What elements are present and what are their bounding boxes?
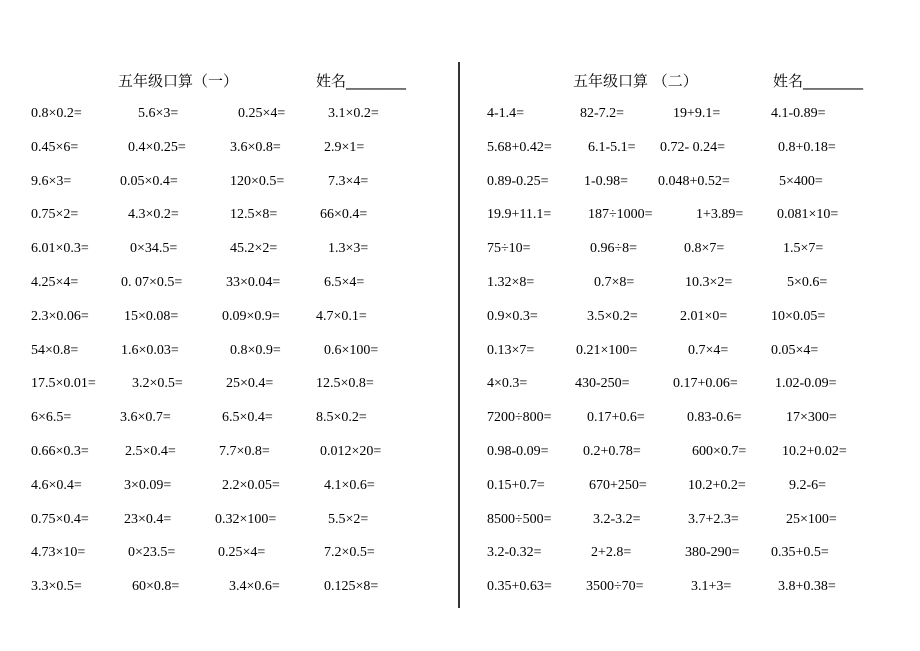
problem-item: 23×0.4=	[124, 512, 172, 527]
name-field-label: 姓名________	[773, 72, 864, 90]
problem-item: 33×0.04=	[226, 275, 281, 290]
problem-item: 4.6×0.4=	[31, 478, 82, 493]
problem-item: 3.4×0.6=	[229, 579, 280, 594]
problem-item: 0.21×100=	[576, 343, 638, 358]
problem-item: 0.2+0.78=	[583, 444, 641, 459]
problem-item: 2.5×0.4=	[125, 444, 176, 459]
problem-item: 0.89-0.25=	[487, 174, 549, 189]
problem-item: 17×300=	[786, 410, 837, 425]
problem-item: 3500÷70=	[586, 579, 644, 594]
problem-item: 0.17+0.6=	[587, 410, 645, 425]
problem-item: 0.09×0.9=	[222, 309, 280, 324]
problem-item: 5×400=	[779, 174, 823, 189]
problem-item: 4.25×4=	[31, 275, 79, 290]
problem-item: 0.32×100=	[215, 512, 277, 527]
problem-item: 10.3×2=	[685, 275, 733, 290]
problem-item: 3.2-0.32=	[487, 545, 542, 560]
problem-item: 3.6×0.8=	[230, 140, 281, 155]
problem-item: 9.6×3=	[31, 174, 72, 189]
problem-item: 7.2×0.5=	[324, 545, 375, 560]
problem-item: 4.73×10=	[31, 545, 86, 560]
problem-item: 0.25×4=	[218, 545, 266, 560]
problem-item: 0.83-0.6=	[687, 410, 742, 425]
problem-item: 82-7.2=	[580, 106, 625, 121]
problem-item: 0.8+0.18=	[778, 140, 836, 155]
problem-item: 0.7×4=	[688, 343, 729, 358]
problem-item: 0.75×2=	[31, 207, 79, 222]
problem-item: 0.35+0.5=	[771, 545, 829, 560]
problem-item: 45.2×2=	[230, 241, 278, 256]
problem-item: 0.45×6=	[31, 140, 79, 155]
problem-item: 4.3×0.2=	[128, 207, 179, 222]
problem-item: 0×23.5=	[128, 545, 176, 560]
problem-item: 6.5×4=	[324, 275, 365, 290]
problem-item: 0.081×10=	[777, 207, 839, 222]
problem-item: 3×0.09=	[124, 478, 172, 493]
problem-item: 0.15+0.7=	[487, 478, 545, 493]
problem-item: 3.7+2.3=	[688, 512, 739, 527]
problem-item: 0.048+0.52=	[658, 174, 730, 189]
problem-item: 2.01×0=	[680, 309, 728, 324]
problem-item: 0.8×7=	[684, 241, 725, 256]
problem-item: 6.1-5.1=	[588, 140, 636, 155]
problem-item: 66×0.4=	[320, 207, 368, 222]
worksheet-title: 五年级口算 （二）	[573, 72, 698, 90]
problem-item: 6×6.5=	[31, 410, 72, 425]
problem-item: 0.13×7=	[487, 343, 535, 358]
problem-item: 0.75×0.4=	[31, 512, 89, 527]
problem-item: 12.5×0.8=	[316, 376, 374, 391]
problem-item: 6.5×0.4=	[222, 410, 273, 425]
problem-item: 1-0.98=	[584, 174, 629, 189]
problem-item: 8500÷500=	[487, 512, 552, 527]
problem-item: 4.1-0.89=	[771, 106, 826, 121]
problem-item: 54×0.8=	[31, 343, 79, 358]
problem-item: 670+250=	[589, 478, 647, 493]
problem-item: 4-1.4=	[487, 106, 525, 121]
problem-item: 0.125×8=	[324, 579, 379, 594]
problem-item: 1.02-0.09=	[775, 376, 837, 391]
problem-item: 2.2×0.05=	[222, 478, 280, 493]
problem-item: 25×0.4=	[226, 376, 274, 391]
problem-item: 0.8×0.2=	[31, 106, 82, 121]
problem-item: 0.7×8=	[594, 275, 635, 290]
problem-item: 15×0.08=	[124, 309, 179, 324]
name-field-label: 姓名________	[316, 72, 407, 90]
problem-item: 19.9+11.1=	[487, 207, 552, 222]
problem-item: 2+2.8=	[591, 545, 632, 560]
problem-item: 0. 07×0.5=	[121, 275, 183, 290]
problem-item: 10.2+0.2=	[688, 478, 746, 493]
problem-item: 10×0.05=	[771, 309, 826, 324]
problem-item: 187÷1000=	[588, 207, 653, 222]
problem-item: 9.2-6=	[789, 478, 827, 493]
problem-item: 0.05×0.4=	[120, 174, 178, 189]
problem-item: 4.7×0.1=	[316, 309, 367, 324]
problem-item: 0.6×100=	[324, 343, 379, 358]
problem-item: 0.25×4=	[238, 106, 286, 121]
problem-item: 6.01×0.3=	[31, 241, 89, 256]
problem-item: 0.96÷8=	[590, 241, 638, 256]
problem-item: 3.3×0.5=	[31, 579, 82, 594]
problem-item: 120×0.5=	[230, 174, 285, 189]
problem-item: 5×0.6=	[787, 275, 828, 290]
problem-item: 3.1×0.2=	[328, 106, 379, 121]
problem-item: 7200÷800=	[487, 410, 552, 425]
problem-item: 1+3.89=	[696, 207, 744, 222]
problem-item: 4.1×0.6=	[324, 478, 375, 493]
problem-item: 2.3×0.06=	[31, 309, 89, 324]
problem-item: 3.6×0.7=	[120, 410, 171, 425]
worksheet-right	[460, 0, 920, 651]
problem-item: 7.7×0.8=	[219, 444, 270, 459]
problem-item: 3.5×0.2=	[587, 309, 638, 324]
problem-item: 4×0.3=	[487, 376, 528, 391]
problem-item: 1.32×8=	[487, 275, 535, 290]
problem-item: 0.8×0.9=	[230, 343, 281, 358]
problem-item: 430-250=	[575, 376, 630, 391]
problem-item: 12.5×8=	[230, 207, 278, 222]
worksheet-title: 五年级口算（一）	[118, 72, 239, 90]
problem-item: 2.9×1=	[324, 140, 365, 155]
problem-item: 7.3×4=	[328, 174, 369, 189]
problem-item: 0.66×0.3=	[31, 444, 89, 459]
problem-item: 3.1+3=	[691, 579, 732, 594]
problem-item: 5.6×3=	[138, 106, 179, 121]
problem-item: 0.9×0.3=	[487, 309, 538, 324]
problem-item: 10.2+0.02=	[782, 444, 847, 459]
problem-item: 380-290=	[685, 545, 740, 560]
problem-item: 5.5×2=	[328, 512, 369, 527]
problem-item: 19+9.1=	[673, 106, 721, 121]
problem-item: 75÷10=	[487, 241, 531, 256]
problem-item: 0.05×4=	[771, 343, 819, 358]
problem-item: 0.72- 0.24=	[660, 140, 726, 155]
problem-item: 60×0.8=	[132, 579, 180, 594]
problem-item: 1.5×7=	[783, 241, 824, 256]
problem-item: 1.6×0.03=	[121, 343, 179, 358]
problem-item: 1.3×3=	[328, 241, 369, 256]
problem-item: 0×34.5=	[130, 241, 178, 256]
problem-item: 3.2-3.2=	[593, 512, 641, 527]
problem-item: 8.5×0.2=	[316, 410, 367, 425]
problem-item: 0.012×20=	[320, 444, 382, 459]
problem-item: 3.8+0.38=	[778, 579, 836, 594]
problem-item: 0.98-0.09=	[487, 444, 549, 459]
problem-item: 600×0.7=	[692, 444, 747, 459]
problem-item: 0.4×0.25=	[128, 140, 186, 155]
problem-item: 25×100=	[786, 512, 837, 527]
problem-item: 0.35+0.63=	[487, 579, 552, 594]
problem-item: 17.5×0.01=	[31, 376, 96, 391]
problem-item: 5.68+0.42=	[487, 140, 552, 155]
problem-item: 3.2×0.5=	[132, 376, 183, 391]
problem-item: 0.17+0.06=	[673, 376, 738, 391]
